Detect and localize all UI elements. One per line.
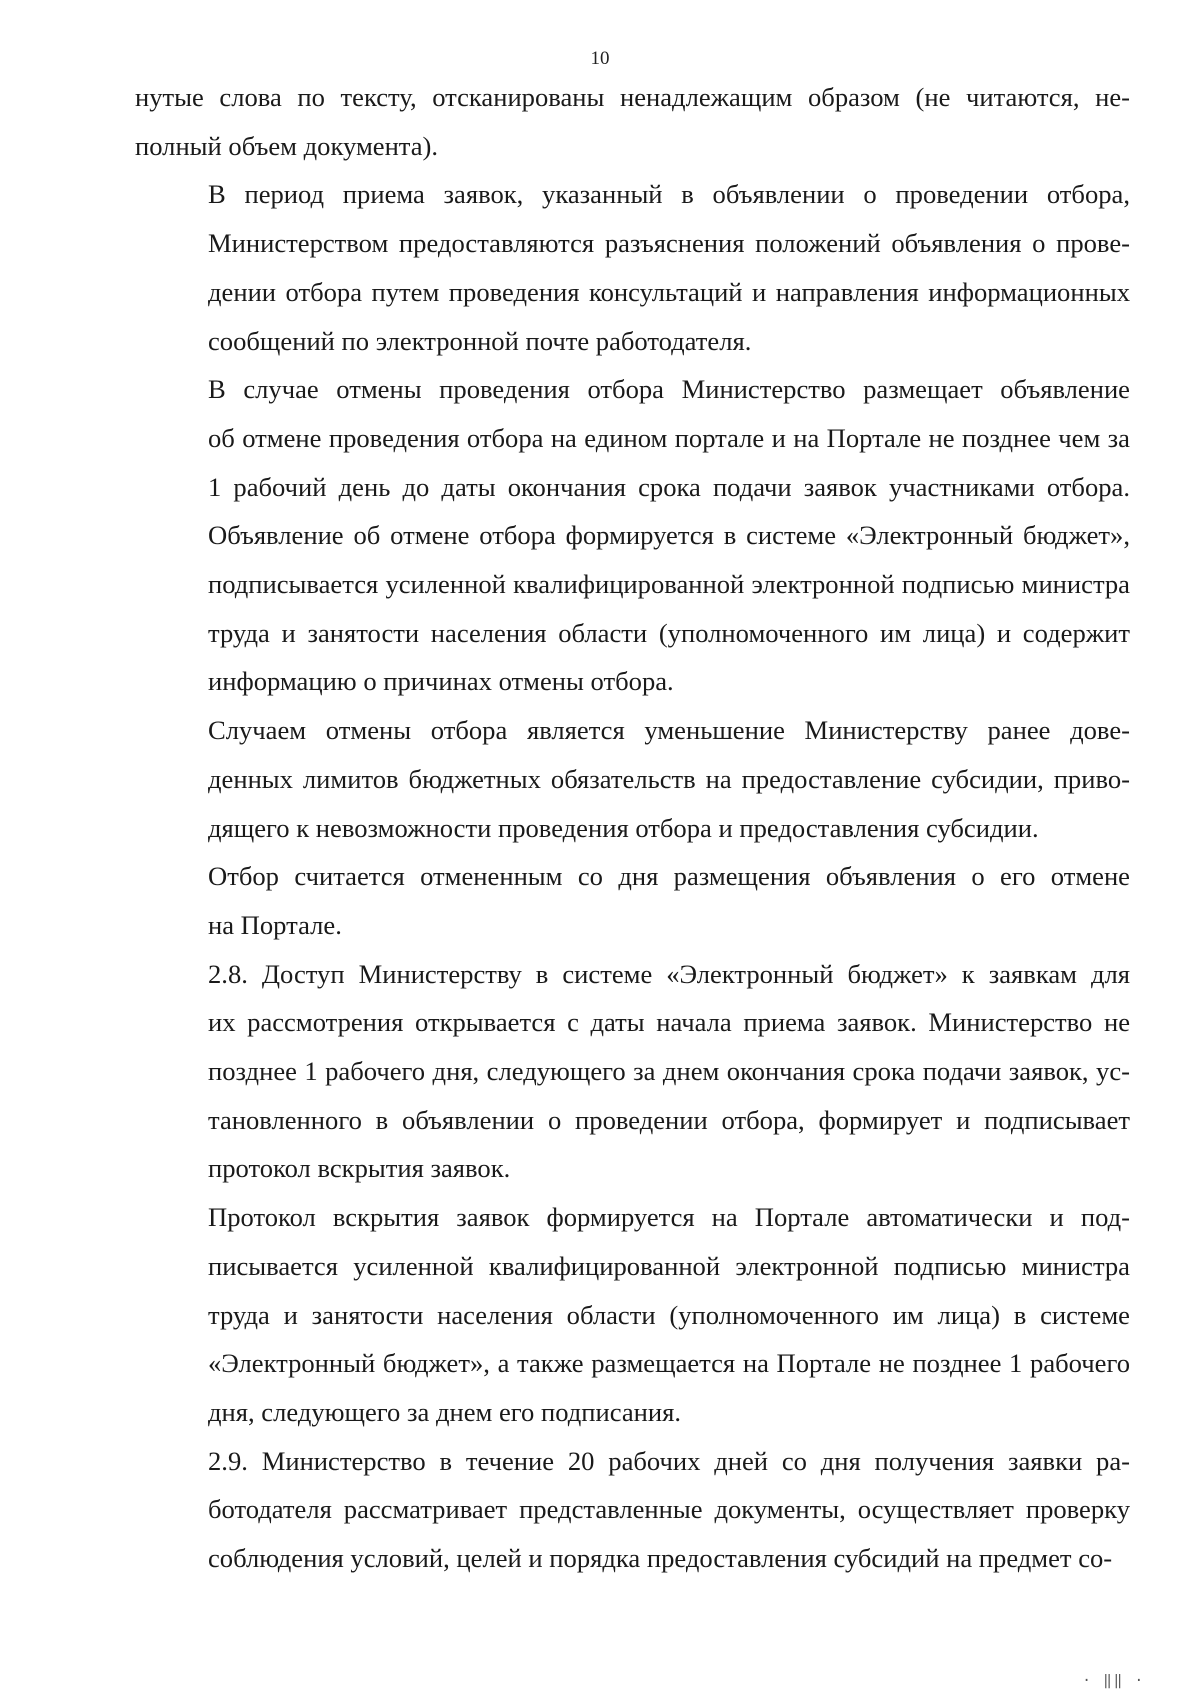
scan-artifact: · ‖‖ ·: [1082, 1673, 1145, 1689]
text-line: денных лимитов бюджетных обязательств на предоставление субсидии, приво-: [208, 763, 1130, 794]
text-line: об отмене проведения отбора на едином портале и на Портале не позднее чем за: [208, 422, 1130, 453]
text-line: 2.9. Министерство в течение 20 рабочих дней со дня получения заявки ра-: [208, 1445, 1130, 1476]
paragraph: [135, 706, 1130, 852]
text-line: Министерством предоставляются разъяснения положений объявления о прове-: [208, 228, 1130, 259]
text-line: дящего к невозможности проведения отбора и предоставления субсидии.: [208, 812, 1039, 843]
text-line: Протокол вскрытия заявок формируется на Портале автоматически и под-: [208, 1202, 1130, 1233]
paragraph: [135, 950, 1130, 1194]
text-line: Отбор считается отмененным со дня размещения объявления о его отмене: [208, 861, 1130, 892]
paragraph: [135, 1437, 1130, 1583]
text-line: В случае отмены проведения отбора Министерство размещает объявление: [208, 374, 1130, 405]
text-line: труда и занятости населения области (уполномоченного им лица) в системе: [208, 1299, 1130, 1330]
text-line: тановленного в объявлении о проведении отбора, формирует и подписывает: [208, 1104, 1130, 1135]
text-line: подписывается усиленной квалифицированной электронной подписью министра: [208, 569, 1130, 600]
paragraph: [135, 170, 1130, 365]
text-line: Объявление об отмене отбора формируется в системе «Электронный бюджет»,: [208, 520, 1130, 551]
text-line: позднее 1 рабочего дня, следующего за днем окончания срока подачи заявок, ус-: [208, 1056, 1130, 1087]
text-line: «Электронный бюджет», а также размещается на Портале не позднее 1 рабочего: [208, 1348, 1130, 1379]
document-body: [135, 73, 1130, 1583]
text-line: нутые слова по тексту, отсканированы ненадлежащим образом (не читаются, не-: [135, 82, 1130, 112]
text-line: на Портале.: [208, 909, 342, 940]
text-line: протокол вскрытия заявок.: [208, 1153, 511, 1184]
text-line: 2.8. Доступ Министерству в системе «Электронный бюджет» к заявкам для: [208, 958, 1130, 989]
text-line: ботодателя рассматривает представленные документы, осуществляет проверку: [208, 1494, 1130, 1525]
page-number: 10: [590, 48, 610, 69]
text-line: 1 рабочий день до даты окончания срока подачи заявок участниками отбора.: [208, 471, 1130, 502]
text-line: сообщений по электронной почте работодателя.: [208, 325, 752, 356]
text-line: дня, следующего за днем его подписания.: [208, 1396, 682, 1427]
text-line: писывается усиленной квалифицированной электронной подписью министра: [208, 1250, 1130, 1281]
paragraph: [135, 365, 1130, 706]
paragraph: [135, 852, 1130, 949]
text-line: информацию о причинах отмены отбора.: [208, 666, 674, 697]
text-line: труда и занятости населения области (уполномоченного им лица) и содержит: [208, 617, 1130, 648]
text-line: их рассмотрения открывается с даты начала приема заявок. Министерство не: [208, 1007, 1130, 1038]
text-line: В период приема заявок, указанный в объявлении о проведении отбора,: [208, 179, 1130, 210]
paragraph: [135, 1193, 1130, 1437]
text-line: дении отбора путем проведения консультаций и направления информационных: [208, 276, 1130, 307]
text-line: Случаем отмены отбора является уменьшение Министерству ранее дове-: [208, 715, 1130, 746]
text-line: полный объем документа).: [135, 130, 439, 161]
text-line: соблюдения условий, целей и порядка предоставления субсидий на предмет со-: [208, 1543, 1113, 1574]
paragraph: [135, 73, 1130, 170]
